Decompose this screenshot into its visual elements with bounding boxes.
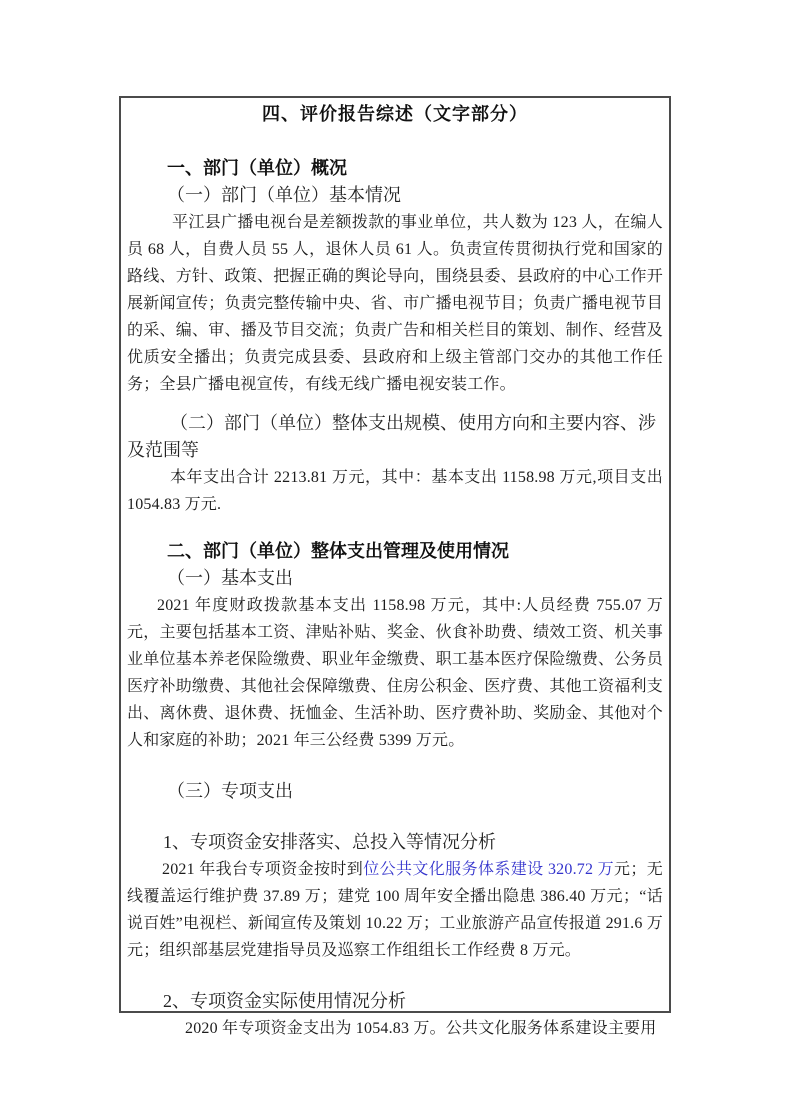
section2-subheading-special-expenditure: （三）专项支出 — [167, 781, 293, 801]
section2-item2-heading: 2、专项资金实际使用情况分析 — [163, 991, 406, 1011]
report-title: 四、评价报告综述（文字部分） — [262, 104, 528, 124]
section1-subheading-expenditure-scale: （二）部门（单位）整体支出规模、使用方向和主要内容、涉及范围等 — [127, 413, 656, 460]
section2-item1-heading: 1、专项资金安排落实、总投入等情况分析 — [163, 832, 496, 852]
section1-subheading-basic-info: （一）部门（单位）基本情况 — [167, 185, 401, 205]
special-funds-text-before: 2021 年我台专项资金按时到 — [162, 861, 364, 878]
paragraph-special-funds-usage: 2020 年专项资金支出为 1054.83 万。公共文化服务体系建设主要用 — [185, 1020, 657, 1037]
section1-heading: 一、部门（单位）概况 — [167, 158, 347, 178]
report-text-frame — [119, 96, 671, 1037]
special-funds-text-after: 元；无线覆盖运行维护费 37.89 万；建党 100 周年安全播出隐患 386.40 万元；“话说百姓”电视栏、新闻宣传及策划 10.22 万；工业旅游产品宣传报道 291.6 万元；组织部基层党建指导员及巡察工作组组长工作经费 8 万元。 — [127, 861, 663, 959]
paragraph-total-expenditure: 本年支出合计 2213.81 万元，其中：基本支出 1158.98 万元,项目支出 1054.83 万元. — [127, 469, 663, 513]
paragraph-department-overview: 平江县广播电视台是差额拨款的事业单位，共人数为 123 人，在编人员 68 人，自费人员 55 人，退休人员 61 人。负责宣传贯彻执行党和国家的路线、方针、政策、把握正确的舆论导向，围绕县委、县政府的中心工作开展新闻宣传；负责完整传输中央、省、市广播电视节目；负责广播电视节目的采、编、审、播及节目交流；负责广告和相关栏目的策划、制作、经营及优质安全播出；负责完成县委、县政府和上级主管部门交办的其他工作任务；全县广播电视宣传，有线无线广播电视安装工作。 — [127, 214, 663, 393]
paragraph-basic-expenditure-detail: 2021 年度财政拨款基本支出 1158.98 万元，其中:人员经费 755.07 万元，主要包括基本工资、津贴补贴、奖金、伙食补助费、绩效工资、机关事业单位基本养老保险缴费、职业年金缴费、职工基本医疗保险缴费、公务员医疗补助缴费、其他社会保障缴费、住房公积金、医疗费、其他工资福利支出、离休费、退休费、抚恤金、生活补助、医疗费补助、奖励金、其他对个人和家庭的补助；2021 年三公经费 5399 万元。 — [127, 597, 663, 749]
paragraph-special-funds-allocation — [127, 856, 663, 964]
section2-subheading-basic-expenditure: （一）基本支出 — [167, 568, 293, 588]
special-funds-highlighted-text: 位公共文化服务体系建设 320.72 万 — [363, 861, 614, 878]
section2-heading: 二、部门（单位）整体支出管理及使用情况 — [167, 541, 509, 561]
